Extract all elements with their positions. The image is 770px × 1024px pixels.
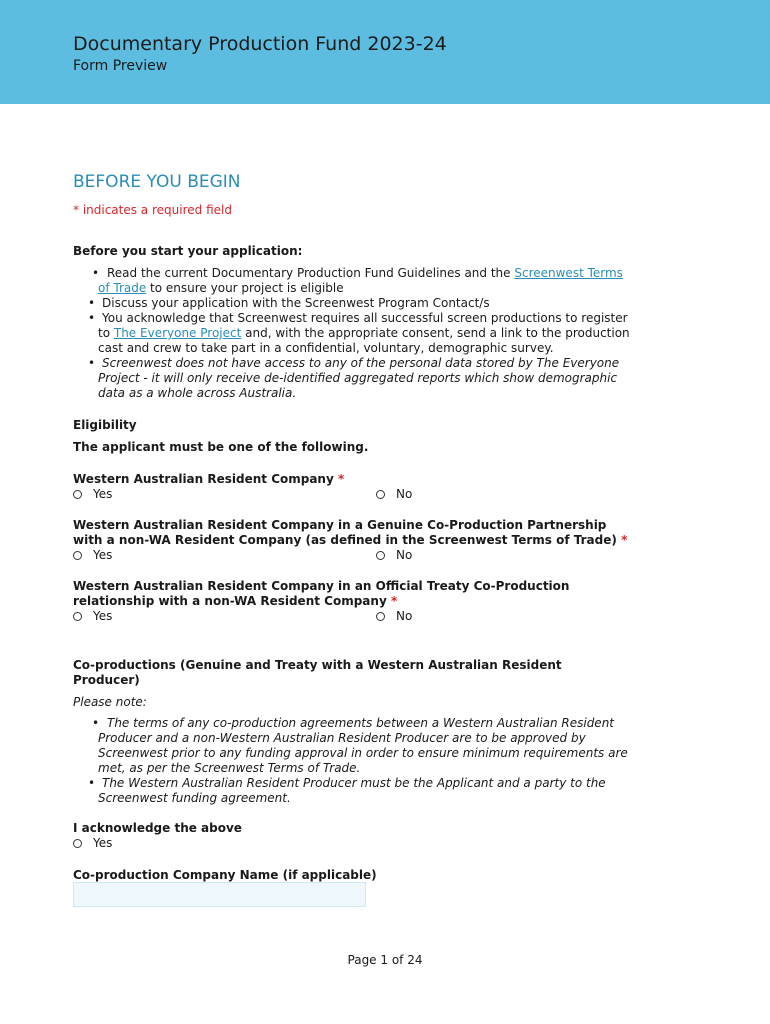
question-wa-resident-company: Western Australian Resident Company * xyxy=(73,472,345,486)
bullet-icon: • xyxy=(88,311,96,325)
bullet-icon: • xyxy=(88,356,96,370)
required-marker: * xyxy=(338,472,345,486)
radio-yes-q3[interactable]: Yes xyxy=(73,609,112,623)
section-title: BEFORE YOU BEGIN xyxy=(73,172,241,192)
radio-yes-q2[interactable]: Yes xyxy=(73,548,112,562)
radio-group-q3 xyxy=(73,609,683,625)
radio-circle-icon xyxy=(376,612,385,621)
question-genuine-coproduction-cont: with a non-WA Resident Company (as defined in the Screenwest Terms of Trade) * xyxy=(73,533,628,547)
radio-circle-icon xyxy=(73,490,82,499)
company-name-input[interactable] xyxy=(73,882,366,907)
form-header xyxy=(0,0,770,104)
eligibility-heading: Eligibility xyxy=(73,418,137,432)
radio-group-acknowledge xyxy=(73,836,683,852)
screenwest-terms-link[interactable]: Screenwest Terms xyxy=(514,266,623,280)
please-note: Please note: xyxy=(73,695,147,709)
radio-no-q2[interactable]: No xyxy=(376,548,412,562)
required-note: * indicates a required field xyxy=(73,203,232,217)
eligibility-subheading: The applicant must be one of the following. xyxy=(73,440,369,454)
radio-yes-acknowledge[interactable]: Yes xyxy=(73,836,112,850)
question-treaty-coproduction: Western Australian Resident Company in an Official Treaty Co-Production xyxy=(73,579,570,593)
radio-yes-q1[interactable]: Yes xyxy=(73,487,112,501)
form-title: Documentary Production Fund 2023-24 xyxy=(73,33,447,55)
list-item: • Screenwest does not have access to any of the personal data stored by The Everyone Project - it will only receive de-identified aggregated reports which show demographic data as a whole across Australia. xyxy=(88,356,620,400)
radio-circle-icon xyxy=(73,839,82,848)
coproductions-heading: Co-productions (Genuine and Treaty with a Western Australian Resident xyxy=(73,658,562,672)
list-item: • You acknowledge that Screenwest requires all successful screen productions to register to The Everyone Project and, with the appropriate consent, send a link to the production cast and crew to take part in a confidential, voluntary, demographic survey. xyxy=(88,311,630,355)
question-genuine-coproduction: Western Australian Resident Company in a Genuine Co-Production Partnership xyxy=(73,518,607,532)
question-treaty-coproduction-cont: relationship with a non-WA Resident Company * xyxy=(73,594,398,608)
list-item: • Discuss your application with the Screenwest Program Contact/s xyxy=(88,296,490,310)
required-marker: * xyxy=(390,594,398,608)
coproductions-heading-cont: Producer) xyxy=(73,673,140,687)
before-start-heading: Before you start your application: xyxy=(73,244,303,258)
list-item: • Read the current Documentary Production Fund Guidelines and the Screenwest Terms of Trade to ensure your project is eligible xyxy=(92,266,623,295)
radio-no-q1[interactable]: No xyxy=(376,487,412,501)
radio-group-q2 xyxy=(73,548,683,564)
list-item: • The Western Australian Resident Producer must be the Applicant and a party to the Screenwest funding agreement. xyxy=(88,776,606,805)
form-subtitle: Form Preview xyxy=(73,58,168,74)
required-marker: * xyxy=(621,533,628,547)
coproduction-notes-list xyxy=(73,716,683,806)
acknowledge-heading: I acknowledge the above xyxy=(73,821,242,835)
list-item: • The terms of any co-production agreements between a Western Australian Resident Producer and a non-Western Australian Resident Producer are to be approved by Screenwest prior to any funding approval in order to ensure minimum requirements are met, as per the Screenwest Terms of Trade. xyxy=(92,716,628,775)
bullet-icon: • xyxy=(88,296,96,310)
before-start-list xyxy=(73,266,683,401)
bullet-icon: • xyxy=(88,776,96,790)
page-number: Page 1 of 24 xyxy=(347,953,423,967)
radio-circle-icon xyxy=(73,551,82,560)
everyone-project-link[interactable]: The Everyone Project xyxy=(113,326,242,340)
radio-circle-icon xyxy=(73,612,82,621)
bullet-icon: • xyxy=(92,716,100,730)
bullet-icon: • xyxy=(92,266,100,280)
screenwest-terms-link-cont[interactable]: of Trade xyxy=(98,281,147,295)
company-name-label: Co-production Company Name (if applicable) xyxy=(73,868,377,882)
radio-group-q1 xyxy=(73,487,683,503)
radio-circle-icon xyxy=(376,551,385,560)
radio-circle-icon xyxy=(376,490,385,499)
radio-no-q3[interactable]: No xyxy=(376,609,412,623)
